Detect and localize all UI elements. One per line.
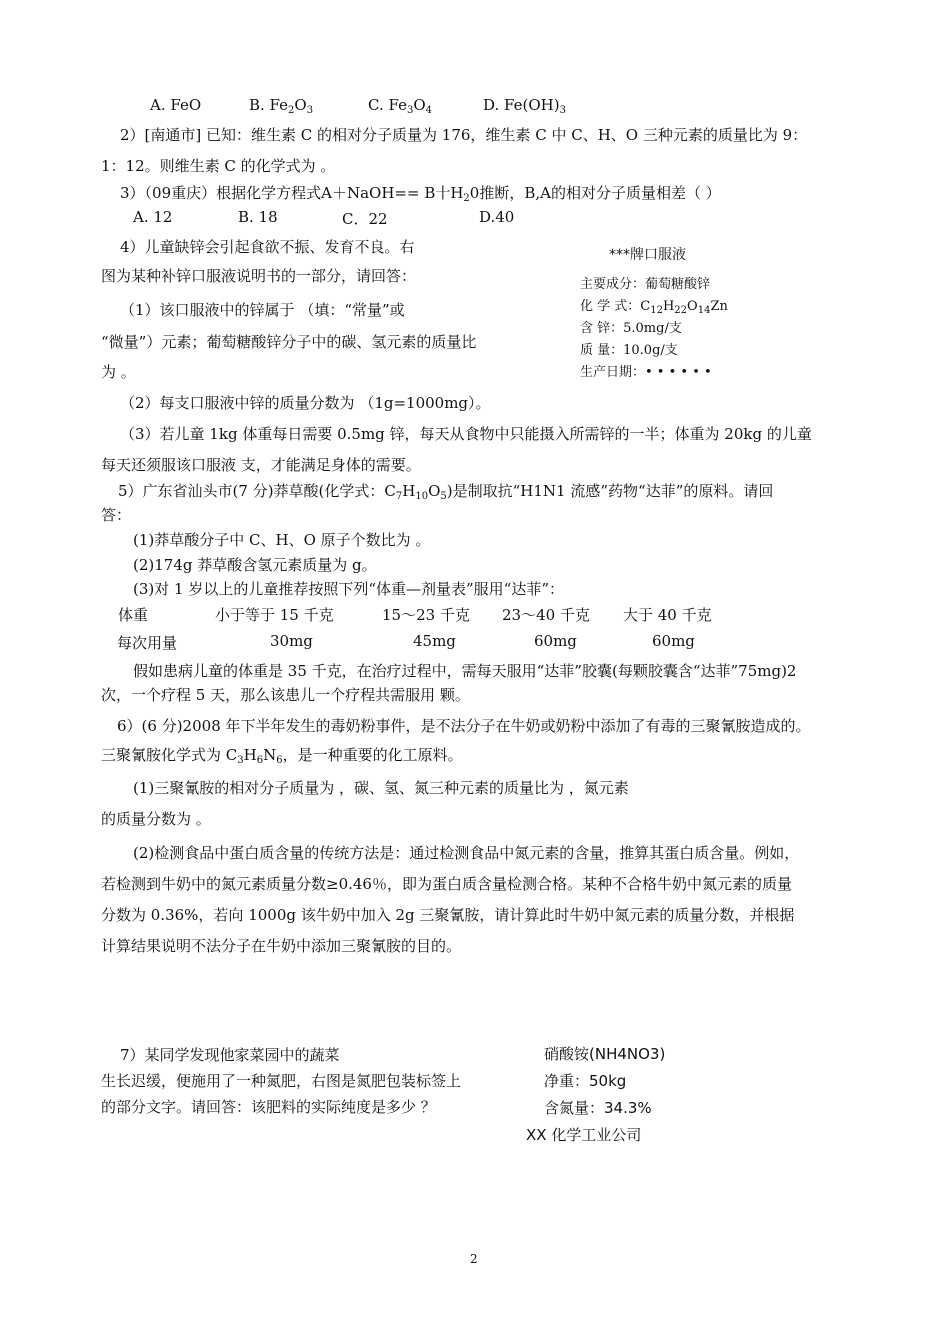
fert-name: 硝酸铵(NH4NO3) <box>544 1045 666 1063</box>
q4-line-7: （3）若儿童 1kg 体重每日需要 0.5mg 锌，每天从食物中只能摄入所需锌的一半；体重为 20kg 的儿童 <box>120 425 812 443</box>
q3-option-d: D.40 <box>479 208 515 226</box>
q4-line-8: 每天还须服该口服液 支，才能满足身体的需要。 <box>101 456 421 474</box>
label-date: 生产日期：• • • • • • <box>580 365 712 380</box>
table-cell: 15～23 千克 <box>382 606 470 624</box>
table-cell: 体重 <box>118 606 149 624</box>
q5-para-2: 次，一个疗程 5 天，那么该患儿一个疗程共需服用 颗。 <box>101 686 470 704</box>
q5-sub-3: (3)对 1 岁以上的儿童推荐按照下列“体重—剂量表”服用“达菲”： <box>133 580 565 598</box>
table-cell: 30mg <box>270 632 313 650</box>
q5-line-1: 5）广东省汕头市(7 分)莽草酸(化学式：$C_7H_{10}O_5$)是制取抗“H1N1 流感”药物“达菲”的原料。请回 <box>118 482 774 502</box>
q6-sub-2d: 计算结果说明不法分子在牛奶中添加三聚氰胺的目的。 <box>101 937 462 955</box>
label-title: ***牌口服液 <box>609 247 686 263</box>
q6-sub-2a: (2)检测食品中蛋白质含量的传统方法是：通过检测食品中氮元素的含量，推算其蛋白质含量。例如， <box>133 844 800 862</box>
q7-line-2: 生长迟缓，便施用了一种氮肥，右图是氮肥包装标签上 <box>101 1072 462 1090</box>
table-cell: 60mg <box>652 632 695 650</box>
q4-line-6: （2）每支口服液中锌的质量分数为 （1g=1000mg）。 <box>120 394 491 412</box>
oral-liquid-label <box>580 244 770 384</box>
table-cell: 60mg <box>534 632 577 650</box>
q1-option-d: D. $Fe(OH)_3$ <box>483 96 566 116</box>
q5-line-2: 答： <box>101 506 132 524</box>
page-number: 2 <box>470 1252 478 1266</box>
q4-line-3: （1）该口服液中的锌属于 （填：“常量”或 <box>120 301 405 319</box>
fert-nitrogen: 含氮量：34.3% <box>544 1099 652 1117</box>
q2-line-2: 1：12。则维生素 C 的化学式为 。 <box>101 157 336 175</box>
q3-option-a: A. 12 <box>133 208 173 226</box>
q2-line-1: 2）[南通市] 已知：维生素 C 的相对分子质量为 176，维生素 C 中 C、H、O 三种元素的质量比为 9： <box>120 126 808 144</box>
label-ingredient: 主要成分：葡萄糖酸锌 <box>580 277 711 292</box>
table-cell: 小于等于 15 千克 <box>215 606 334 624</box>
q1-option-a: A. FeO <box>150 96 202 114</box>
q6-sub-2b: 若检测到牛奶中的氮元素质量分数≥0.46％，即为蛋白质含量检测合格。某种不合格牛奶中氮元素的质量 <box>101 875 792 893</box>
q6-line-1: 6）(6 分)2008 年下半年发生的毒奶粉事件，是不法分子在牛奶或奶粉中添加了有毒的三聚氰胺造成的。 <box>117 717 811 735</box>
table-cell: 45mg <box>413 632 456 650</box>
label-zinc: 含 锌：5.0mg/支 <box>580 321 682 336</box>
q5-para-1: 假如患病儿童的体重是 35 千克，在治疗过程中，需每天服用“达菲”胶囊(每颗胶囊含“达菲”75mg)2 <box>133 662 797 680</box>
q5-sub-1: (1)莽草酸分子中 C、H、O 原子个数比为 。 <box>133 531 431 549</box>
q6-sub-1a: (1)三聚氰胺的相对分子质量为 ，碳、氢、氮三种元素的质量比为 ，氮元素 <box>133 779 629 797</box>
fert-company: XX 化学工业公司 <box>526 1126 642 1144</box>
q7-line-1: 7）某同学发现他家菜园中的蔬菜 <box>120 1046 340 1064</box>
q1-option-b: B. $Fe_2O_3$ <box>249 96 314 116</box>
q4-line-5: 为 。 <box>101 363 136 381</box>
q4-line-2: 图为某种补锌口服液说明书的一部分，请回答： <box>101 267 417 285</box>
table-cell: 23～40 千克 <box>502 606 590 624</box>
q6-line-2: 三聚氰胺化学式为 $C_3H_6N_6$，是一种重要的化工原料。 <box>101 746 463 766</box>
table-cell: 每次用量 <box>117 634 178 652</box>
q7-line-3: 的部分文字。请回答：该肥料的实际纯度是多少 ？ <box>101 1098 436 1116</box>
fert-weight: 净重：50kg <box>544 1072 627 1090</box>
q5-sub-2: (2)174g 莽草酸含氢元素质量为 g。 <box>133 556 377 574</box>
q3-option-b: B. 18 <box>238 208 278 226</box>
q4-line-1: 4）儿童缺锌会引起食欲不振、发育不良。右 <box>120 238 415 256</box>
table-cell: 大于 40 千克 <box>623 606 712 624</box>
q3-option-c: C．22 <box>342 210 388 228</box>
label-formula: 化 学 式：$C_{12}H_{22}O_{14}Zn$ <box>580 299 728 316</box>
q3-question: 3）（09重庆）根据化学方程式A＋NaOH== B十$H_20$推断，B,A的相对分子质量相差（ ） <box>120 184 721 204</box>
q6-sub-1b: 的质量分数为 。 <box>101 810 211 828</box>
label-mass: 质 量：10.0g/支 <box>580 343 678 358</box>
q4-line-4: “微量”）元素；葡萄糖酸锌分子中的碳、氢元素的质量比 <box>101 333 477 351</box>
q1-option-c: C. $Fe_3O_4$ <box>368 96 433 116</box>
q6-sub-2c: 分数为 0.36%，若向 1000g 该牛奶中加入 2g 三聚氰胺，请计算此时牛奶中氮元素的质量分数，并根据 <box>101 906 795 924</box>
